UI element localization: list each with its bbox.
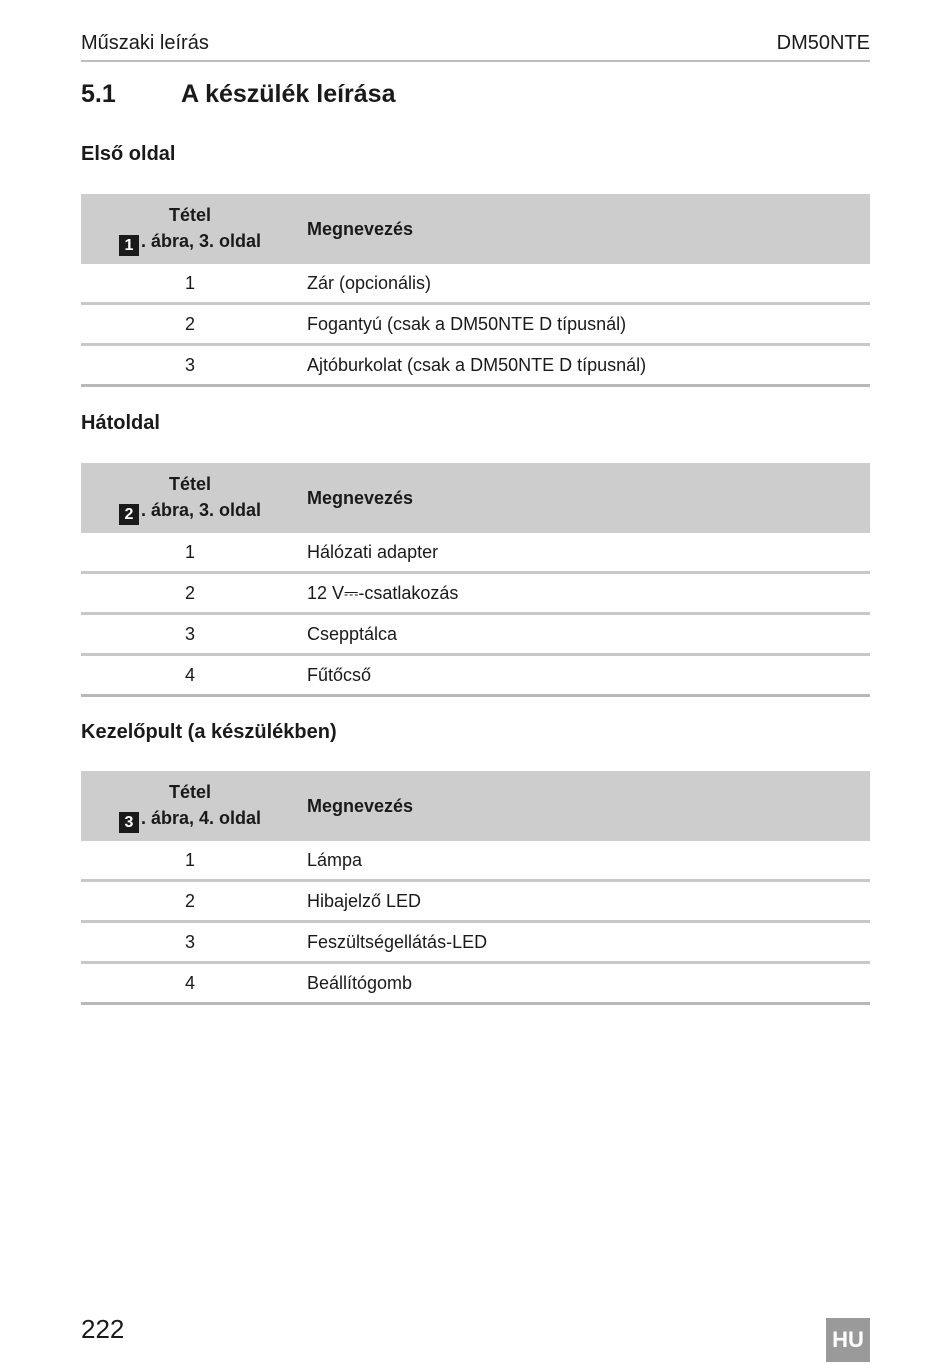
column-header-position: [81, 202, 299, 256]
page-header: [81, 30, 870, 62]
figure-reference: . ábra, 3. oldal: [140, 500, 262, 520]
parts-table-front: [81, 194, 870, 387]
table-row: [81, 533, 870, 574]
row-position: 3: [184, 932, 195, 952]
column-header-name: Megnevezés: [307, 219, 414, 239]
row-name: Zár (opcionális): [307, 273, 432, 293]
row-name: Fogantyú (csak a DM50NTE D típusnál): [307, 314, 627, 334]
table-row: [81, 882, 870, 923]
row-position: 1: [184, 850, 195, 870]
row-name: Feszültségellátás-LED: [307, 932, 488, 952]
row-name: Ajtóburkolat (csak a DM50NTE D típusnál): [307, 355, 647, 375]
table-row: [81, 615, 870, 656]
table-header: [81, 771, 870, 841]
table-row: [81, 964, 870, 1005]
subheading-front: Első oldal: [81, 143, 176, 165]
figure-reference: . ábra, 3. oldal: [140, 231, 262, 251]
table-row: [81, 574, 870, 615]
row-name: Csepptálca: [307, 624, 398, 644]
table-row: [81, 305, 870, 346]
figure-number-badge: 2: [119, 504, 139, 525]
column-header-position: [81, 471, 299, 525]
column-header-position-label: Tétel: [168, 205, 211, 225]
row-position: 2: [184, 314, 195, 334]
row-name: Beállítógomb: [307, 973, 413, 993]
figure-reference: . ábra, 4. oldal: [140, 808, 262, 828]
table-row: [81, 656, 870, 697]
row-name: Fűtőcső: [307, 665, 372, 685]
table-row: [81, 841, 870, 882]
row-position: 3: [184, 355, 195, 375]
column-header-name: Megnevezés: [307, 796, 414, 816]
row-position: 1: [184, 273, 195, 293]
parts-table-back: [81, 463, 870, 697]
figure-number-badge: 3: [119, 812, 139, 833]
row-name: 12 V⎓-csatlakozás: [307, 583, 459, 603]
figure-number-badge: 1: [119, 235, 139, 256]
section-number: 5.1: [81, 80, 116, 108]
subheading-control-panel: Kezelőpult (a készülékben): [81, 721, 337, 743]
row-position: 2: [184, 891, 195, 911]
row-name: Lámpa: [307, 850, 363, 870]
section-title-text: A készülék leírása: [181, 80, 396, 108]
table-header: [81, 463, 870, 533]
table-row: [81, 346, 870, 387]
section-title: [81, 78, 396, 110]
row-position: 1: [184, 542, 195, 562]
column-header-position-label: Tétel: [168, 474, 211, 494]
header-chapter-title: Műszaki leírás: [81, 32, 209, 54]
table-row: [81, 264, 870, 305]
row-position: 3: [184, 624, 195, 644]
subheading-back: Hátoldal: [81, 412, 160, 434]
column-header-position: [81, 779, 299, 833]
parts-table-control-panel: [81, 771, 870, 1005]
row-position: 4: [184, 665, 195, 685]
row-name: Hibajelző LED: [307, 891, 422, 911]
table-header: [81, 194, 870, 264]
page-number: 222: [81, 1314, 125, 1344]
column-header-position-label: Tétel: [168, 782, 211, 802]
language-badge: HU: [826, 1318, 870, 1362]
row-position: 4: [184, 973, 195, 993]
header-model-name: DM50NTE: [776, 32, 870, 54]
row-name: Hálózati adapter: [307, 542, 439, 562]
column-header-name: Megnevezés: [307, 488, 414, 508]
table-row: [81, 923, 870, 964]
row-position: 2: [184, 583, 195, 603]
